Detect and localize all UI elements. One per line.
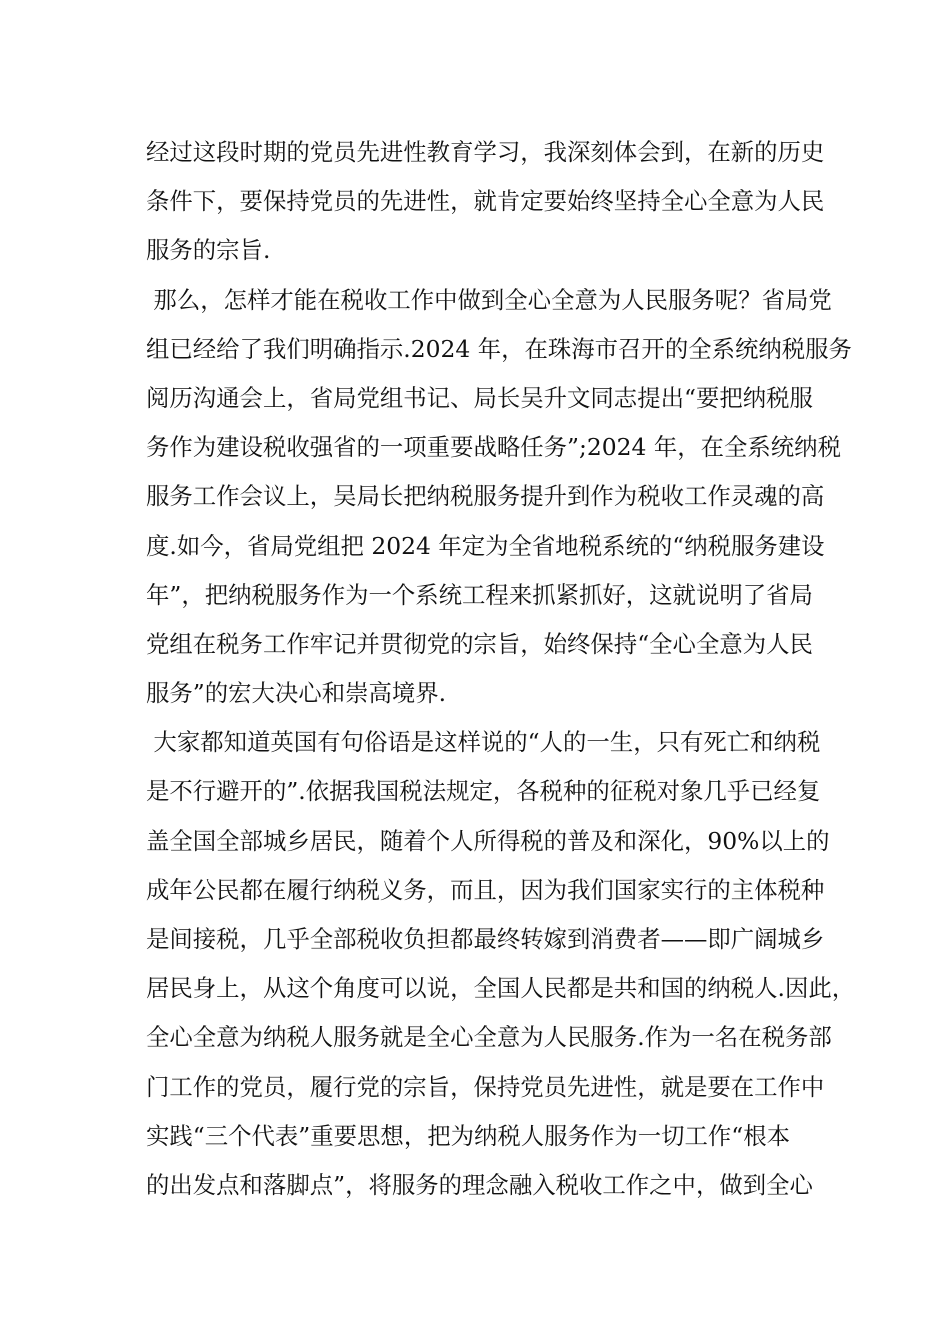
text-line: 服务”的宏大决心和崇高境界. (146, 679, 447, 708)
text-line: 务作为建设税收强省的一项重要战略任务”;2024 年，在全系统纳税 (146, 433, 841, 462)
text-line: 阅历沟通会上，省局党组书记、局长吴升文同志提出“要把纳税服 (146, 383, 813, 412)
text-line: 是间接税，几乎全部税收负担都最终转嫁到消费者——即广阔城乡 (146, 925, 825, 953)
text-line: 年”，把纳税服务作为一个系统工程来抓紧抓好，这就说明了省局 (146, 580, 813, 609)
text-line: 成年公民都在履行纳税义务，而且，因为我们国家实行的主体税种 (146, 875, 825, 904)
text-line: 度.如今，省局党组把 2024 年定为全省地税系统的“纳税服务建设 (146, 531, 825, 560)
text-line: 组已经给了我们明确指示.2024 年，在珠海市召开的全系统纳税服务 (146, 334, 852, 363)
text-line: 服务工作会议上，吴局长把纳税服务提升到作为税收工作灵魂的高 (146, 482, 825, 511)
text-line: 的出发点和落脚点”，将服务的理念融入税收工作之中，做到全心 (146, 1170, 813, 1199)
text-line: 全心全意为纳税人服务就是全心全意为人民服务.作为一名在税务部 (146, 1023, 832, 1052)
text-line: 服务的宗旨. (146, 236, 271, 265)
text-line: 实践“三个代表”重要思想，把为纳税人服务作为一切工作“根本 (146, 1121, 791, 1150)
text-line: 盖全国全部城乡居民，随着个人所得税的普及和深化，90%以上的 (146, 826, 830, 855)
text-line: 条件下，要保持党员的先进性，就肯定要始终坚持全心全意为人民 (146, 187, 825, 216)
text-line: 大家都知道英国有句俗语是这样说的“人的一生，只有死亡和纳税 (146, 728, 821, 757)
text-line: 居民身上，从这个角度可以说，全国人民都是共和国的纳税人.因此， (146, 974, 856, 1003)
document-body (146, 132, 856, 1214)
text-line: 党组在税务工作牢记并贯彻党的宗旨，始终保持“全心全意为人民 (146, 629, 813, 658)
text-line: 是不行避开的”.依据我国税法规定，各税种的征税对象几乎已经复 (146, 777, 821, 806)
text-line: 门工作的党员，履行党的宗旨，保持党员先进性，就是要在工作中 (146, 1072, 825, 1101)
text-line: 那么，怎样才能在税收工作中做到全心全意为人民服务呢？省局党 (146, 285, 832, 314)
text-line: 经过这段时期的党员先进性教育学习，我深刻体会到，在新的历史 (146, 138, 825, 166)
